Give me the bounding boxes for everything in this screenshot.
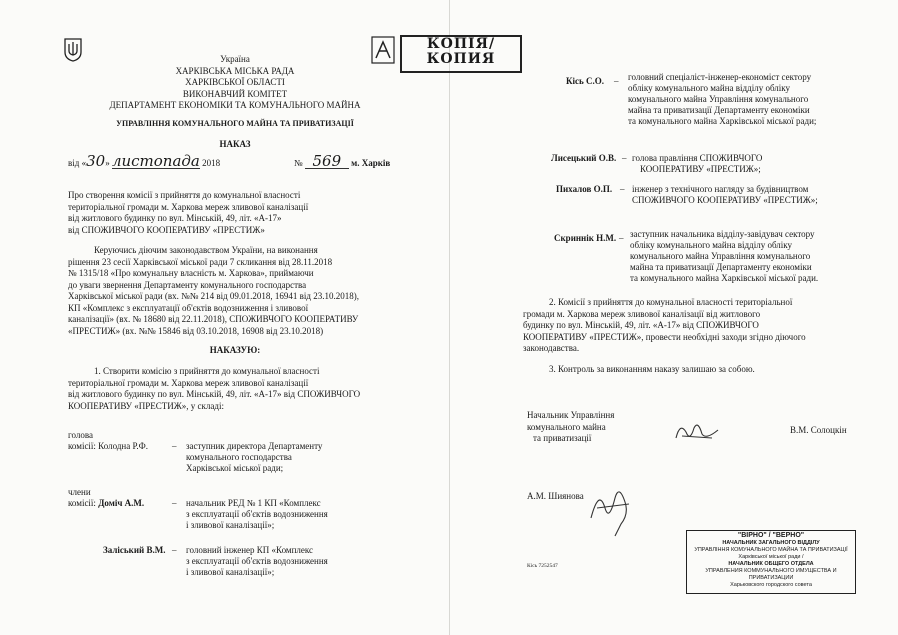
- subject-line: територіальної громади м. Харкова мереж зливової каналізації: [68, 201, 309, 212]
- order-subject: [68, 190, 368, 236]
- member-name: Заліський В.М.: [103, 545, 166, 555]
- role-line: і зливової каналізації»;: [186, 567, 275, 577]
- role-line: з експлуатації об'єктів водозниження: [186, 556, 328, 566]
- member-name: Лисецький О.В.: [551, 153, 617, 163]
- point-2: [523, 297, 859, 355]
- point-line: КООПЕРАТИВУ «ПРЕСТИЖ», провести необхідні заходи згідно діючого: [523, 331, 806, 342]
- role-line: обліку комунального майна відділу обліку: [628, 83, 791, 93]
- date-day: 30: [86, 152, 106, 170]
- copy-stamp-line: КОПІЯ/: [426, 36, 496, 52]
- point-line: громади м. Харкова мереж зливової каналізації від житлового: [523, 308, 761, 319]
- subject-line: від житлового будинку по вул. Мінській, 49, літ. «А-17»: [68, 213, 282, 223]
- point-line: територіальної громади м. Харкова мереж зливової каналізації: [68, 377, 309, 388]
- head-label-line2: комісії: Колодна Р.Ф.: [68, 441, 148, 451]
- signer-title: [527, 410, 614, 445]
- role-line: КООПЕРАТИВУ «ПРЕСТИЖ»;: [640, 164, 761, 174]
- member-role: [186, 498, 328, 531]
- header-block: [60, 54, 410, 112]
- point-line: будинку по вул. Мінській, 49, літ. «А-17» від СПОЖИВЧОГО: [523, 320, 759, 330]
- head-role: [186, 441, 322, 474]
- preamble-line: до уваги звернення Департаменту комунального господарства: [68, 279, 307, 290]
- member-name: Доміч А.М.: [98, 498, 145, 508]
- number-value: 569: [305, 156, 349, 169]
- subject-line: від СПОЖИВЧОГО КООПЕРАТИВУ «ПРЕСТИЖ»: [68, 224, 265, 235]
- header-country: Україна: [220, 54, 250, 64]
- point-line: 1. Створити комісію з прийняття до комунальної власності: [94, 366, 320, 376]
- role-line: і зливової каналізації»;: [186, 520, 275, 530]
- role-line: комунального майна Управління комунального: [630, 251, 811, 261]
- stamp-line: НАЧАЛЬНИК ОБЩЕГО ОТДЕЛА: [728, 561, 814, 567]
- role-line: інженер з технічного нагляду за будівництвом: [632, 184, 809, 194]
- preamble-line: «ПРЕСТИЖ» (вх. №№ 15846 від 03.10.2018, 16908 від 23.10.2018): [68, 325, 324, 336]
- role-line: головний інженер КП «Комплекс: [186, 545, 314, 555]
- members-label-line2: комісії:: [68, 498, 96, 508]
- header-division: УПРАВЛІННЯ КОМУНАЛЬНОГО МАЙНА ТА ПРИВАТИЗАЦІЇ: [116, 119, 354, 128]
- signature-icon: [672, 418, 722, 448]
- stamp-line: "ВІРНО" / "ВЕРНО": [737, 532, 805, 539]
- order-title: НАКАЗ: [219, 139, 251, 149]
- copy-signature-icon: [585, 478, 635, 540]
- role-line: обліку комунального майна відділу обліку: [630, 240, 793, 250]
- date-prefix: від «: [68, 158, 87, 168]
- point-line: 2. Комісії з прийняття до комунальної власності територіальної: [549, 297, 793, 307]
- point-line: КООПЕРАТИВУ «ПРЕСТИЖ», у складі:: [68, 400, 224, 411]
- header-oblast: ХАРКІВСЬКОЇ ОБЛАСТІ: [185, 77, 285, 87]
- signer-title-line: та приватизації: [533, 433, 592, 443]
- head-label-line1: голова: [68, 430, 93, 440]
- role-line: та комунального майна Харківської міської ради;: [628, 116, 817, 126]
- header-committee: ВИКОНАВЧИЙ КОМІТЕТ: [182, 88, 288, 99]
- member-dash: –: [172, 498, 177, 508]
- copy-signer-name: А.М. Шиянова: [527, 491, 584, 501]
- member-dash: –: [622, 153, 627, 163]
- date-line: [68, 152, 408, 174]
- member-role: [632, 184, 818, 206]
- role-line: та комунального майна Харківської міської ради.: [630, 273, 819, 283]
- point-1: [68, 366, 404, 412]
- member-role: [630, 229, 818, 284]
- page-divider: [449, 0, 450, 635]
- preamble-line: Керуючись діючим законодавством України, на виконання: [94, 245, 318, 255]
- signer-title-line: комунального майна: [527, 421, 606, 432]
- stamp-line: НАЧАЛЬНИК ЗАГАЛЬНОГО ВІДДІЛУ: [722, 540, 820, 546]
- point-3: 3. Контроль за виконанням наказу залишаю за собою.: [549, 364, 755, 374]
- point-line: від житлового будинку по вул. Мінській, 49, літ. «А-17» від СПОЖИВЧОГО: [68, 389, 361, 399]
- header-department: ДЕПАРТАМЕНТ ЕКОНОМІКИ ТА КОМУНАЛЬНОГО МАЙНА: [109, 100, 361, 110]
- stamp-line: УПРАВЛІННЯ КОМУНАЛЬНОГО МАЙНА ТА ПРИВАТИЗАЦІЇ: [694, 547, 848, 553]
- member-dash: –: [620, 184, 625, 194]
- member-dash: –: [614, 76, 619, 86]
- preamble-line: рішення 23 сесії Харківської міської ради 7 скликання від 28.11.2018: [68, 256, 333, 267]
- copy-stamp: [400, 35, 522, 73]
- order-number: [294, 152, 391, 170]
- members-label: [68, 487, 144, 509]
- head-dash: –: [172, 441, 177, 451]
- city-emblem-icon: [371, 36, 395, 64]
- date-month: листопада: [111, 152, 200, 170]
- role-line: майна та приватизації Департаменту економіки: [630, 262, 812, 272]
- member-name: Кісь С.О.: [566, 76, 605, 86]
- number-label: №: [294, 158, 303, 168]
- role-line: начальник РЕД № 1 КП «Комплекс: [186, 498, 321, 508]
- member-name: Пихалов О.П.: [556, 184, 613, 194]
- stamp-line: Харьковского городского совета: [730, 582, 812, 588]
- city: м. Харків: [351, 158, 391, 168]
- preamble-line: Харківської міської ради (вх. №№ 214 від 09.01.2018, 16941 від 23.10.2018),: [68, 291, 360, 301]
- role-line: головний спеціаліст-інженер-економіст сектору: [628, 72, 812, 82]
- member-name: Скриннік Н.М.: [554, 233, 617, 243]
- role-line: з експлуатації об'єктів водозниження: [186, 509, 328, 519]
- member-role: [632, 153, 762, 175]
- subject-line: Про створення комісії з прийняття до комунальної власності: [68, 190, 301, 200]
- verno-stamp: [686, 530, 856, 594]
- preamble-line: № 1315/18 «Про комунальну власність м. Харкова», приймаючи: [68, 268, 314, 278]
- role-line: комунального майна Управління комунального: [628, 94, 809, 104]
- signer-name: В.М. Солоцкін: [790, 425, 847, 435]
- member-role: [628, 72, 816, 127]
- order-heading: НАКАЗУЮ:: [209, 345, 261, 355]
- point-line: законодавства.: [523, 343, 580, 353]
- role-line: майна та приватизації Департаменту економіки: [628, 105, 810, 115]
- role-line: Харківської міської ради;: [186, 463, 284, 473]
- stamp-line: УПРАВЛЕНИЯ КОММУНАЛЬНОГО ИМУЩЕСТВА И ПРИВАТИЗАЦИИ: [705, 568, 837, 581]
- role-line: заступник директора Департаменту: [186, 441, 323, 451]
- copy-stamp-line: КОПИЯ: [426, 51, 496, 67]
- preamble-line: КП «Комплекс з експлуатації об'єктів водозниження і зливової: [68, 302, 309, 313]
- stamp-line: Харківської міської ради /: [738, 554, 804, 560]
- header-council: ХАРКІВСЬКА МІСЬКА РАДА: [175, 65, 295, 76]
- member-dash: –: [172, 545, 177, 555]
- date-year: 2018: [202, 158, 221, 168]
- role-line: голова правління СПОЖИВЧОГО: [632, 153, 763, 163]
- role-line: заступник начальника відділу-завідувач сектору: [630, 229, 815, 239]
- member-role: [186, 545, 328, 578]
- role-line: комунального господарства: [186, 452, 292, 462]
- preamble-line: каналізації» (вх. № 18680 від 22.11.2018), СПОЖИВЧОГО КООПЕРАТИВУ: [68, 314, 359, 324]
- role-line: СПОЖИВЧОГО КООПЕРАТИВУ «ПРЕСТИЖ»;: [632, 195, 818, 205]
- date-mid: »: [105, 158, 110, 168]
- member-dash: –: [619, 233, 624, 243]
- footer-reference: Кісь 7252547: [527, 563, 558, 569]
- preamble: [68, 245, 404, 337]
- signer-title-line: Начальник Управління: [527, 410, 615, 420]
- head-label: [68, 430, 148, 452]
- members-label-line1: члени: [68, 487, 91, 497]
